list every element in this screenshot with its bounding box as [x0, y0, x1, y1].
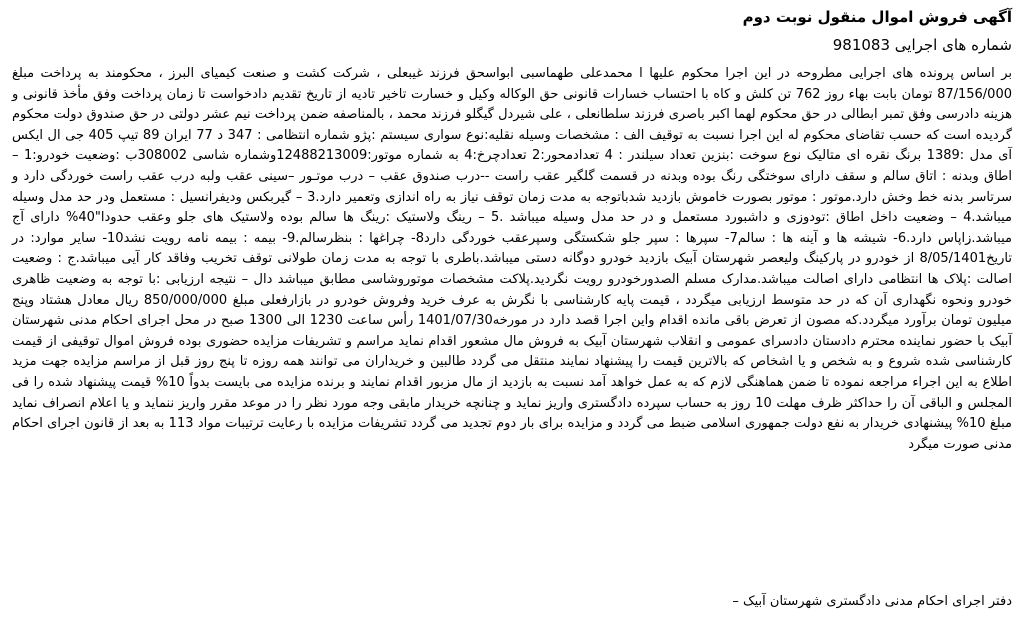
notice-body: بر اساس پرونده های اجرایی مطروحه در این اجرا محکوم علیها ا محمدعلی طهماسبی ابواسحق فرزند غیبعلی ، شرکت کشت و صنعت کیمیای البرز ، محکومند به پرداخت مبلغ 87/156/000 تومان بابت بهاء روز 762 تن کلش و کاه با احتساب خسارات قانونی حق الوکاله وکیل و خسارت تاخیر تادیه از تاریخ تقدیم دادخواست تا زمان پرداخت وفق مأخذ قانونی و هزینه دادرسی وفق تمبر ابطالی در حق محکوم لهما اکبر باصری فرزند سلطانعلی ، علی شیردل گیگلو فرزند محمد ، بالمناصفه ضمن پرداخت نیم عشر دولتی در حق صندوق دولت محکوم گردیده است که حسب تقاضای محکوم له این اجرا نسبت به توقیف الف : مشخصات وسیله نقلیه:نوع سواری سیستم :پژو شماره انتظامی : 347 د 77 ایران 89 تیپ 405 جی ال ایکس آی مدل :1389 برنگ نقره ای متالیک نوع سوخت :بنزین تعداد سیلندر : 4 تعدادمحور:2 تعدادچرخ:4 به شماره موتور:12488213009وشماره شاسی 308002ب :وضعیت خودرو:1 – اطاق وبدنه : اتاق سالم و سقف دارای سوختگی رنگ بوده وبدنه در قسمت گلگیر عقب راست --درب صندوق عقب – درب موتـور –سینی عقب ولبه درب عقب راست خوردگی دارد و سرتاسر بدنه خط وخش دارد.موتور : موتور بصورت خاموش بازدید شدباتوجه به مدت زمان توقف نیاز به راه اندازی وتعمیر دارد.3 – گیربکس ودیفرانسیل : مستعمل ودر حد مدل وسیله میباشد.4 – وضعیت داخل اطاق :تودوزی و داشبورد مستعمل و در حد مدل وسیله میباشد .5 – رینگ ولاستیک :رینگ ها سالم بوده ولاستیک های جلو وعقب حدودا"40% دارای آج میباشد.زاپاس دارد.6- شیشه ها و آینه ها : سالم7- سپرها : سپر جلو شکستگی وسپرعقب خوردگی دارد8- چراغها : بنظرسالم.9- بیمه : بیمه نامه رویت نشد10- سایر موارد: در تاریخ8/05/1401 از خودرو در پارکینگ ولیعصر شهرستان آبیک بازدید خودرو دوگانه دستی میباشد.باطری با توجه به مدت زمان طولانی توقف تخریب وفاقد کار آیی میباشد.ج : وضعیت اصالت :پلاک ها انتظامی دارای اصالت میباشد.مدارک مسلم الصدورخودرو رویت نگردید.پلاکت مشخصات موتوروشاسی مطابق میباشد دال – نتیجه ارزیابی :با توجه به وضعیت ظاهری خودرو ونحوه نگهداری آن که در حد متوسط ارزیابی میگردد ، قیمت پایه کارشناسی با نگرش به عرف خرید وفروش خودرو در بازارفعلی مبلغ 850/000/000 ریال معادل هشتاد وپنج میلیون تومان برآورد میگردد.که مصون از تعرض باقی مانده اقدام واین اجرا قصد دارد در مورخه1401/07/30 رأس ساعت 1230 الی 1300 صبح در محل اجرای احکام مدنی شهرستان آبیک با حضور نماینده محترم دادستان دادسرای عمومی و انقلاب شهرستان آبیک به فروش مال مشعور اقدام نماید مراسم و تشریفات مزایده حضوری بوده فروش اموال توقیفی از قیمت کارشناسی شده شروع و به شخص و یا اشخاص که بالاترین قیمت را پیشنهاد نمایند منتقل می گردد طالبین و خریداران می توانند همه روزه تا پنج روز قبل از مراسم مزایده جهت مزید اطلاع به این اجراء مراجعه نموده تا ضمن هماهنگی لازم که به عمل خواهد آمد نسبت به بازدید از مال مزبور اقدام نمایند و برنده مزایده می بایست بدواً 10% قیمت پیشنهاد شده را فی المجلس و الباقی آن را حداکثر ظرف مهلت 10 روز به حساب سپرده دادگستری واریز نماید و چنانچه خریدار مابقی وجه مورد نظر را در موعد مقرر واریز ننماید و یا اعلام انصراف نماید مبلغ 10% پیشنهادی خریدار به نفع دولت جمهوری اسلامی ضبط می گردد و مزایده برای بار دوم تجدید می گردد تشریفات مزایده با رعایت ترتیبات مواد 113 به بعد از قانون اجرای احکام مدنی صورت میگرد	[12, 66, 1013, 452]
notice-title: آگهی فروش اموال منقول نوبت دوم	[742, 8, 1012, 26]
notice-footer: دفتر اجرای احکام مدنی دادگستری شهرستان آبیک –	[732, 594, 1012, 609]
case-number: شماره های اجرایی 981083	[832, 36, 1012, 54]
